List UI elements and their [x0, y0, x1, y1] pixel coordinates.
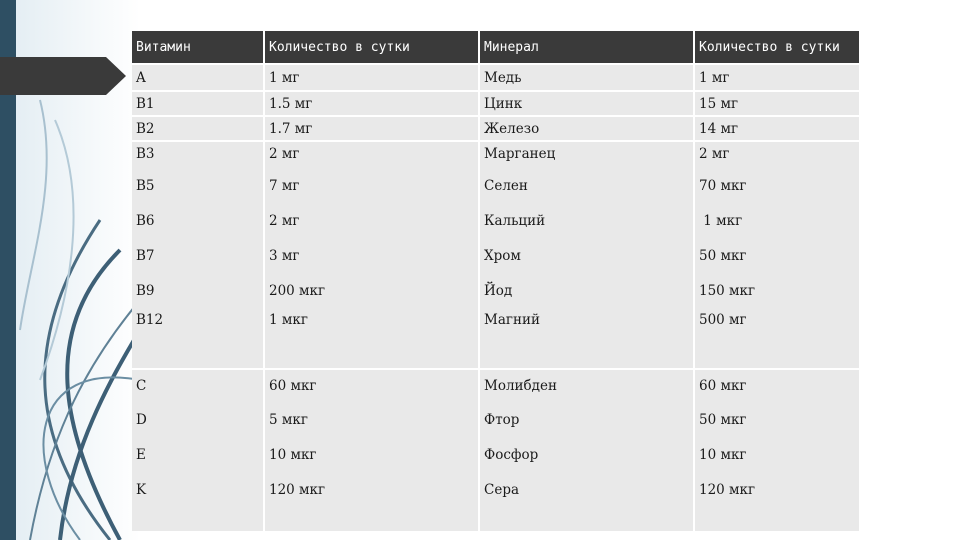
- table-row: [132, 369, 859, 402]
- table-row: [132, 437, 859, 472]
- table-row: [132, 141, 859, 168]
- cell-vitamin-amount: 1 мг: [264, 64, 479, 91]
- cell-vitamin: E: [132, 437, 264, 472]
- cell-mineral-amount: 120 мкг: [694, 472, 859, 507]
- cell-mineral-amount: 2 мг: [694, 141, 859, 168]
- cell-empty: [479, 507, 694, 531]
- header-mineral: Минерал: [479, 31, 694, 64]
- cell-mineral: Фосфор: [479, 437, 694, 472]
- cell-vitamin-amount: 1.7 мг: [264, 116, 479, 141]
- cell-mineral-amount: 15 мг: [694, 91, 859, 116]
- table-row: [132, 91, 859, 116]
- cell-vitamin-amount: 2 мг: [264, 203, 479, 238]
- cell-mineral: Йод: [479, 273, 694, 308]
- header-vitamin-amount: Количество в сутки: [264, 31, 479, 64]
- table-row: [132, 273, 859, 308]
- cell-vitamin: B5: [132, 168, 264, 203]
- header-mineral-amount: Количество в сутки: [694, 31, 859, 64]
- cell-vitamin-amount: 60 мкг: [264, 369, 479, 402]
- cell-vitamin: A: [132, 64, 264, 91]
- cell-mineral-amount: 10 мкг: [694, 437, 859, 472]
- table-row: [132, 64, 859, 91]
- table-row: [132, 168, 859, 203]
- cell-mineral: Хром: [479, 238, 694, 273]
- arrow-tab: [0, 57, 126, 95]
- table-row: [132, 308, 859, 369]
- header-vitamin: Витамин: [132, 31, 264, 64]
- cell-vitamin: B2: [132, 116, 264, 141]
- cell-mineral-amount: 70 мкг: [694, 168, 859, 203]
- cell-empty: [132, 507, 264, 531]
- cell-mineral-amount: 14 мг: [694, 116, 859, 141]
- cell-mineral-amount: 1 мкг: [694, 203, 859, 238]
- cell-vitamin-amount: 120 мкг: [264, 472, 479, 507]
- cell-vitamin-amount: 3 мг: [264, 238, 479, 273]
- cell-mineral-amount: 50 мкг: [694, 238, 859, 273]
- cell-vitamin-amount: 1.5 мг: [264, 91, 479, 116]
- cell-vitamin: B9: [132, 273, 264, 308]
- cell-mineral: Молибден: [479, 369, 694, 402]
- cell-empty: [694, 507, 859, 531]
- cell-vitamin-amount: 200 мкг: [264, 273, 479, 308]
- cell-mineral: Сера: [479, 472, 694, 507]
- cell-vitamin-amount: 2 мг: [264, 141, 479, 168]
- cell-mineral: Цинк: [479, 91, 694, 116]
- cell-vitamin: B12: [132, 308, 264, 369]
- cell-vitamin: B6: [132, 203, 264, 238]
- cell-mineral-amount: 500 мг: [694, 308, 859, 369]
- table-row: [132, 203, 859, 238]
- cell-vitamin: C: [132, 369, 264, 402]
- cell-mineral-amount: 150 мкг: [694, 273, 859, 308]
- vitamins-minerals-table: [132, 31, 859, 531]
- cell-mineral-amount: 1 мг: [694, 64, 859, 91]
- cell-vitamin: D: [132, 402, 264, 437]
- cell-mineral: Кальций: [479, 203, 694, 238]
- cell-vitamin-amount: 10 мкг: [264, 437, 479, 472]
- cell-vitamin-amount: 5 мкг: [264, 402, 479, 437]
- cell-mineral: Магний: [479, 308, 694, 369]
- cell-vitamin: K: [132, 472, 264, 507]
- cell-mineral-amount: 60 мкг: [694, 369, 859, 402]
- cell-vitamin-amount: 1 мкг: [264, 308, 479, 369]
- cell-mineral: Медь: [479, 64, 694, 91]
- table-row: [132, 472, 859, 507]
- table-row: [132, 402, 859, 437]
- cell-vitamin: B3: [132, 141, 264, 168]
- cell-empty: [264, 507, 479, 531]
- cell-mineral: Железо: [479, 116, 694, 141]
- cell-mineral: Селен: [479, 168, 694, 203]
- table-row-empty: [132, 507, 859, 531]
- table-row: [132, 116, 859, 141]
- table-row: [132, 238, 859, 273]
- cell-mineral-amount: 50 мкг: [694, 402, 859, 437]
- cell-mineral: Марганец: [479, 141, 694, 168]
- cell-vitamin: B7: [132, 238, 264, 273]
- cell-vitamin: B1: [132, 91, 264, 116]
- cell-mineral: Фтор: [479, 402, 694, 437]
- cell-vitamin-amount: 7 мг: [264, 168, 479, 203]
- table-header-row: [132, 31, 859, 64]
